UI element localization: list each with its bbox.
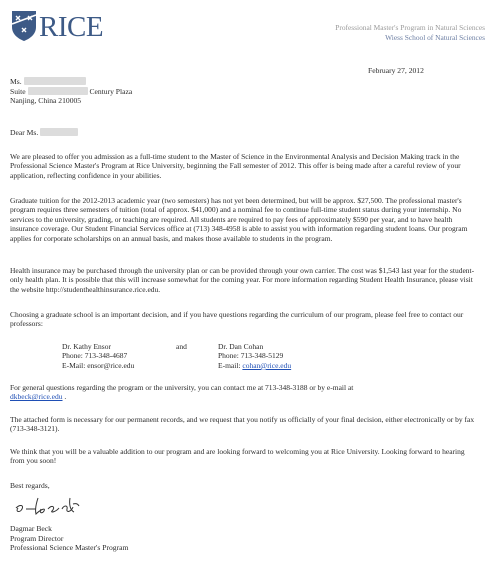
paragraph-attached-form: The attached form is necessary for our permanent records, and we request that you notify us officially of your final decision, either electronically or by fax (713-348-3121). <box>10 415 475 434</box>
signer-title: Program Director <box>10 533 64 543</box>
redacted-street <box>28 87 88 95</box>
handwritten-signature <box>12 492 82 518</box>
contact-cohan <box>218 342 378 370</box>
school-name: Wiess School of Natural Sciences <box>385 32 485 42</box>
contact-name: Dr. Kathy Ensor <box>62 342 111 351</box>
signer-block <box>10 524 128 553</box>
letter-date: February 27, 2012 <box>368 66 424 75</box>
paragraph-general-questions <box>10 383 480 402</box>
recipient-address <box>10 77 132 106</box>
contact-ensor <box>62 342 182 370</box>
salutation <box>10 128 78 137</box>
general-questions-text: For general questions regarding the program or the university, you can contact me at 713-348-3188 or by e-mail at <box>10 383 354 392</box>
logo-text: RICE <box>39 11 104 43</box>
contacts-conjunction: and <box>176 342 187 351</box>
paragraph-admission: We are pleased to offer you admission as a full-time student to the Master of Science in the Environmental Analysis and Decision Making track in the Professional Science Master's Program at Rice University, beginning the Fall semester of 2012. This offer is being made after a careful review of your application, reflecting confidence in your abilities. <box>10 152 461 180</box>
paragraph-contacts-intro: Choosing a graduate school is an important decision, and if you have questions regarding the curriculum of our program, please feel free to contact our professors: <box>10 310 464 329</box>
shield-icon <box>11 10 37 42</box>
closing: Best regards, <box>10 481 50 490</box>
contact-phone: Phone: 713-348-5129 <box>218 351 284 361</box>
contact-email: E-Mail: ensor@rice.edu <box>62 360 135 370</box>
address-street: Century Plaza <box>89 86 133 96</box>
paragraph-welcome: We think that you will be a valuable addition to our program and are looking forward to welcoming you at Rice University. Looking forward to hearing from you soon! <box>10 447 465 466</box>
redacted-name <box>24 77 86 85</box>
dkbeck-email-link[interactable]: dkbeck@rice.edu <box>10 392 63 402</box>
sentence-end: . <box>64 392 67 402</box>
redacted-surname <box>40 128 78 136</box>
contact-phone: Phone: 713-348-4687 <box>62 351 128 361</box>
salutation-text: Dear Ms. <box>10 128 39 137</box>
recipient-title: Ms. <box>10 77 22 86</box>
paragraph-insurance: Health insurance may be purchased through the university plan or can be provided through your own carrier. The cost was $1,543 last year for the student-only health plan. It is possible that this will increase somewhat for the coming year. For more information regarding Student Health Insurance, please visit the website http://studenthealthinsurance.rice.edu. <box>10 266 475 294</box>
program-name: Professional Master's Program in Natural Sciences <box>335 23 485 32</box>
contact-email-label: E-mail: <box>218 360 241 370</box>
paragraph-tuition: Graduate tuition for the 2012-2013 academic year (two semesters) has not yet been determined, but will be approx. $27,500. The professional master's program requires three semesters of tuition (total of approx. $41,000) and a nominal fee to continue full-time student status during your internship. No services to the university, grading, or teaching are required. All students are required to pay fees of approximately $590 per year, and to have health insurance coverage. Our Student Financial Services office at (713) 348-4958 is able to assist you with information regarding student loans. Our program applies for corporate scholarships on an annual basis, and makes those available to students in the program. <box>10 196 468 243</box>
letterhead <box>335 23 485 42</box>
contact-name: Dr. Dan Cohan <box>218 342 264 351</box>
rice-logo <box>11 10 131 44</box>
cohan-email-link[interactable]: cohan@rice.edu <box>242 360 292 370</box>
signer-name: Dagmar Beck <box>10 524 52 533</box>
signer-program: Professional Science Master's Program <box>10 543 129 553</box>
address-suite: Suite <box>10 86 26 96</box>
address-city: Nanjing, China 210005 <box>10 96 82 106</box>
